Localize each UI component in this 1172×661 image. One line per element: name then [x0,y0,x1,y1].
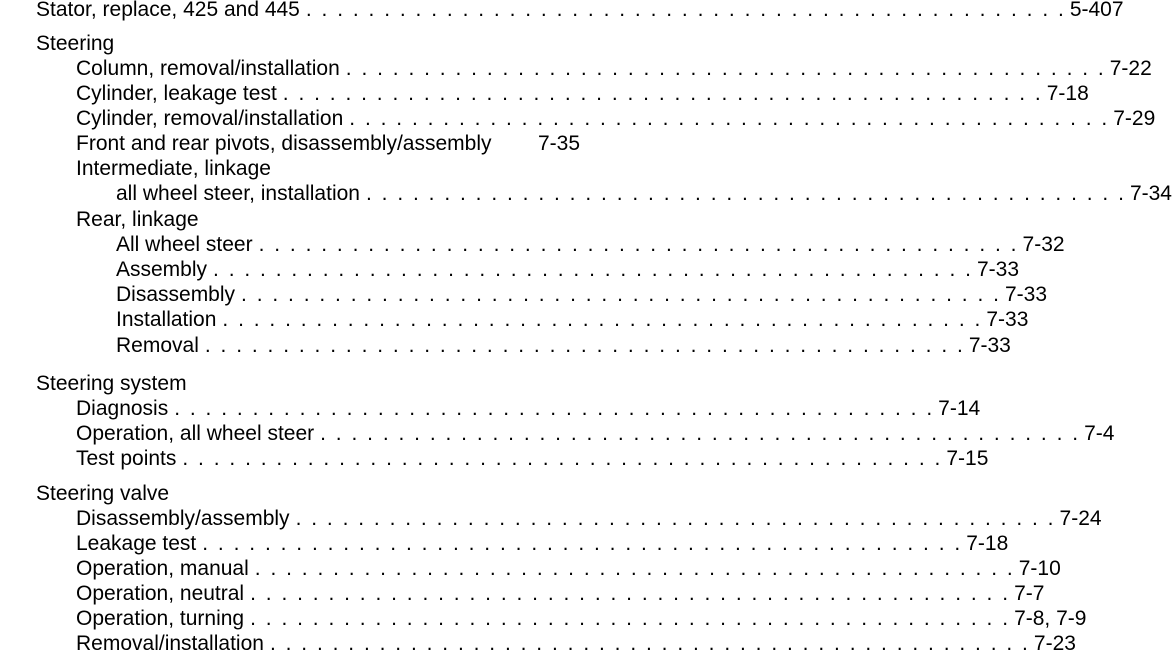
entry-page: 7-7 [1014,582,1045,605]
dot-leader: . . . . . . . . . . . . . . . . . . . . . . . . . . . . . . . . . . . . . . . . . . . . . . . . . [365,182,1126,205]
entry-label: Operation, manual [76,557,249,580]
dot-leader: . . . . . . . . . . . . . . . . . . . . . . . . . . . . . . . . . . . . . . . . . . . . . . . . . [320,422,1081,445]
entry-label: Leakage test [76,532,197,555]
index-entry [76,606,1087,632]
entry-label: Disassembly/assembly [76,507,290,530]
index-entry [76,396,981,422]
index-heading: Steering system [36,372,187,395]
index-entry [116,181,1172,207]
dot-leader: . . . . . . . . . . . . . . . . . . . . . . . . . . . . . . . . . . . . . . . . . . . . . . . . . [213,258,973,281]
dot-leader: . . . . . . . . . . . . . . . . . . . . . . . . . . . . . . . . . . . . . . . . . . . . . . . . . [349,107,1110,130]
entry-page: 7-32 [1022,233,1065,256]
index-subheading: Rear, linkage [76,208,199,231]
entry-label: Operation, neutral [76,582,245,605]
entry-label: Cylinder, removal/installation [76,107,344,130]
entry-label: Installation [116,308,217,331]
index-entry [116,257,1020,283]
entry-label: Operation, turning [76,607,245,630]
dot-leader: . . . . . . . . . . . . . . . . . . . . . . . . . . . . . . . . . . . . . . . . . . . . . . . . . [182,447,943,470]
entry-label: Front and rear pivots, disassembly/assembly [76,132,492,155]
dot-leader: . . . . . . . . . . . . . . . . . . . . . . . . . . . . . . . . . . . . . . . . . . . . . . . . . [202,532,963,555]
entry-page: 7-34 [1129,182,1172,205]
entry-label: Stator, replace, 425 and 445 [36,0,300,21]
dot-leader: . . . . . . . . . . . . . . . . . . . . . . . . . . . . . . . . . . . . . . . . . . . . . . . . . [345,57,1106,80]
entry-page: 5-407 [1069,0,1124,21]
entry-page: 7-35 [537,132,580,155]
index-entry [76,506,1102,532]
dot-leader: . . . . . . . . . . . . . . . . . . . . . . . . . . . . . . . . . . . . . . . . . . . . . . . . . [269,632,1030,655]
index-entry [76,581,1045,607]
entry-label: Removal/installation [76,632,264,655]
index-subheading: Intermediate, linkage [76,157,271,180]
entry-page: 7-4 [1084,422,1115,445]
index-heading: Steering [36,32,115,55]
entry-page: 7-14 [938,397,981,420]
index-entry [36,0,1124,23]
index-entry [76,131,580,157]
dot-leader: . . . . . . . . . . . . . . . . . . . . . . . . . . . . . . . . . . . . . . . . . . . . . . . . . [174,397,935,420]
dot-leader: . . . . . . . . . . . . . . . . . . . . . . . . . . . . . . . . . . . . . . . . . . . . . . . . . [250,582,1011,605]
entry-label: Column, removal/installation [76,57,340,80]
entry-label: all wheel steer, installation [116,182,360,205]
index-entry [116,282,1048,308]
dot-leader: . . . . . . . . . . . . . . . . . . . . . . . . . . . . . . . . . . . . . . . . . . . . . . . . . [241,283,1001,306]
entry-page: 7-18 [1046,82,1089,105]
entry-page: 7-29 [1113,107,1156,130]
index-entry [76,106,1156,132]
index-entry [76,531,1009,557]
index-entry [116,333,1011,359]
entry-page: 7-22 [1109,57,1152,80]
dot-leader: . . . . . . . . . . . . . . . . . . . . . . . . . . . . . . . . . . . . . . . . . . . . . . . . . [222,308,983,331]
index-entry [116,307,1029,333]
entry-page: 7-33 [986,308,1029,331]
entry-page: 7-23 [1033,632,1076,655]
entry-page: 7-33 [976,258,1020,281]
index-entry [76,56,1152,82]
dot-leader: . . . . . . . . . . . . . . . . . . . . . . . . . . . . . . . . . . . . . . . . . . . . . . . . . [295,507,1056,530]
entry-page: 7-10 [1018,557,1061,580]
index-entry [76,421,1115,447]
entry-label: Removal [116,334,199,357]
entry-label: Diagnosis [76,397,169,420]
index-entry [76,81,1089,107]
entry-label: Cylinder, leakage test [76,82,277,105]
index-entry [116,232,1065,258]
entry-page: 7-18 [966,532,1009,555]
entry-page: 7-33 [1004,283,1048,306]
entry-page: 7-15 [946,447,989,470]
entry-page: 7-24 [1059,507,1102,530]
dot-leader: . . . . . . . . . . . . . . . . . . . . . . . . . . . . . . . . . . . . . . . . . . . . . . . . . [204,334,965,357]
dot-leader: . . . . . . . . . . . . . . . . . . . . . . . . . . . . . . . . . . . . . . . . . . . . . . . . . [258,233,1019,256]
dot-leader: . . . . . . . . . . . . . . . . . . . . . . . . . . . . . . . . . . . . . . . . . . . . . . . . . [305,0,1066,21]
entry-label: Operation, all wheel steer [76,422,315,445]
entry-label: Disassembly [116,283,236,306]
entry-page: 7-33 [968,334,1011,357]
dot-leader: . . . . . . . . . . . . . . . . . . . . . . . . . . . . . . . . . . . . . . . . . . . . . . . . . [250,607,1011,630]
entry-page: 7-8, 7-9 [1014,607,1087,630]
index-entry [76,446,989,472]
index-entry [76,556,1061,582]
entry-label: Assembly [116,258,208,281]
index-heading: Steering valve [36,482,170,505]
dot-leader: . . . . . . . . . . . . . . . . . . . . . . . . . . . . . . . . . . . . . . . . . . . . . . . . . [282,82,1043,105]
entry-label: Test points [76,447,177,470]
entry-label: All wheel steer [116,233,253,256]
dot-leader: . . . . . . . . . . . . . . . . . . . . . . . . . . . . . . . . . . . . . . . . . . . . . . . . . [254,557,1015,580]
index-entry [76,631,1076,657]
